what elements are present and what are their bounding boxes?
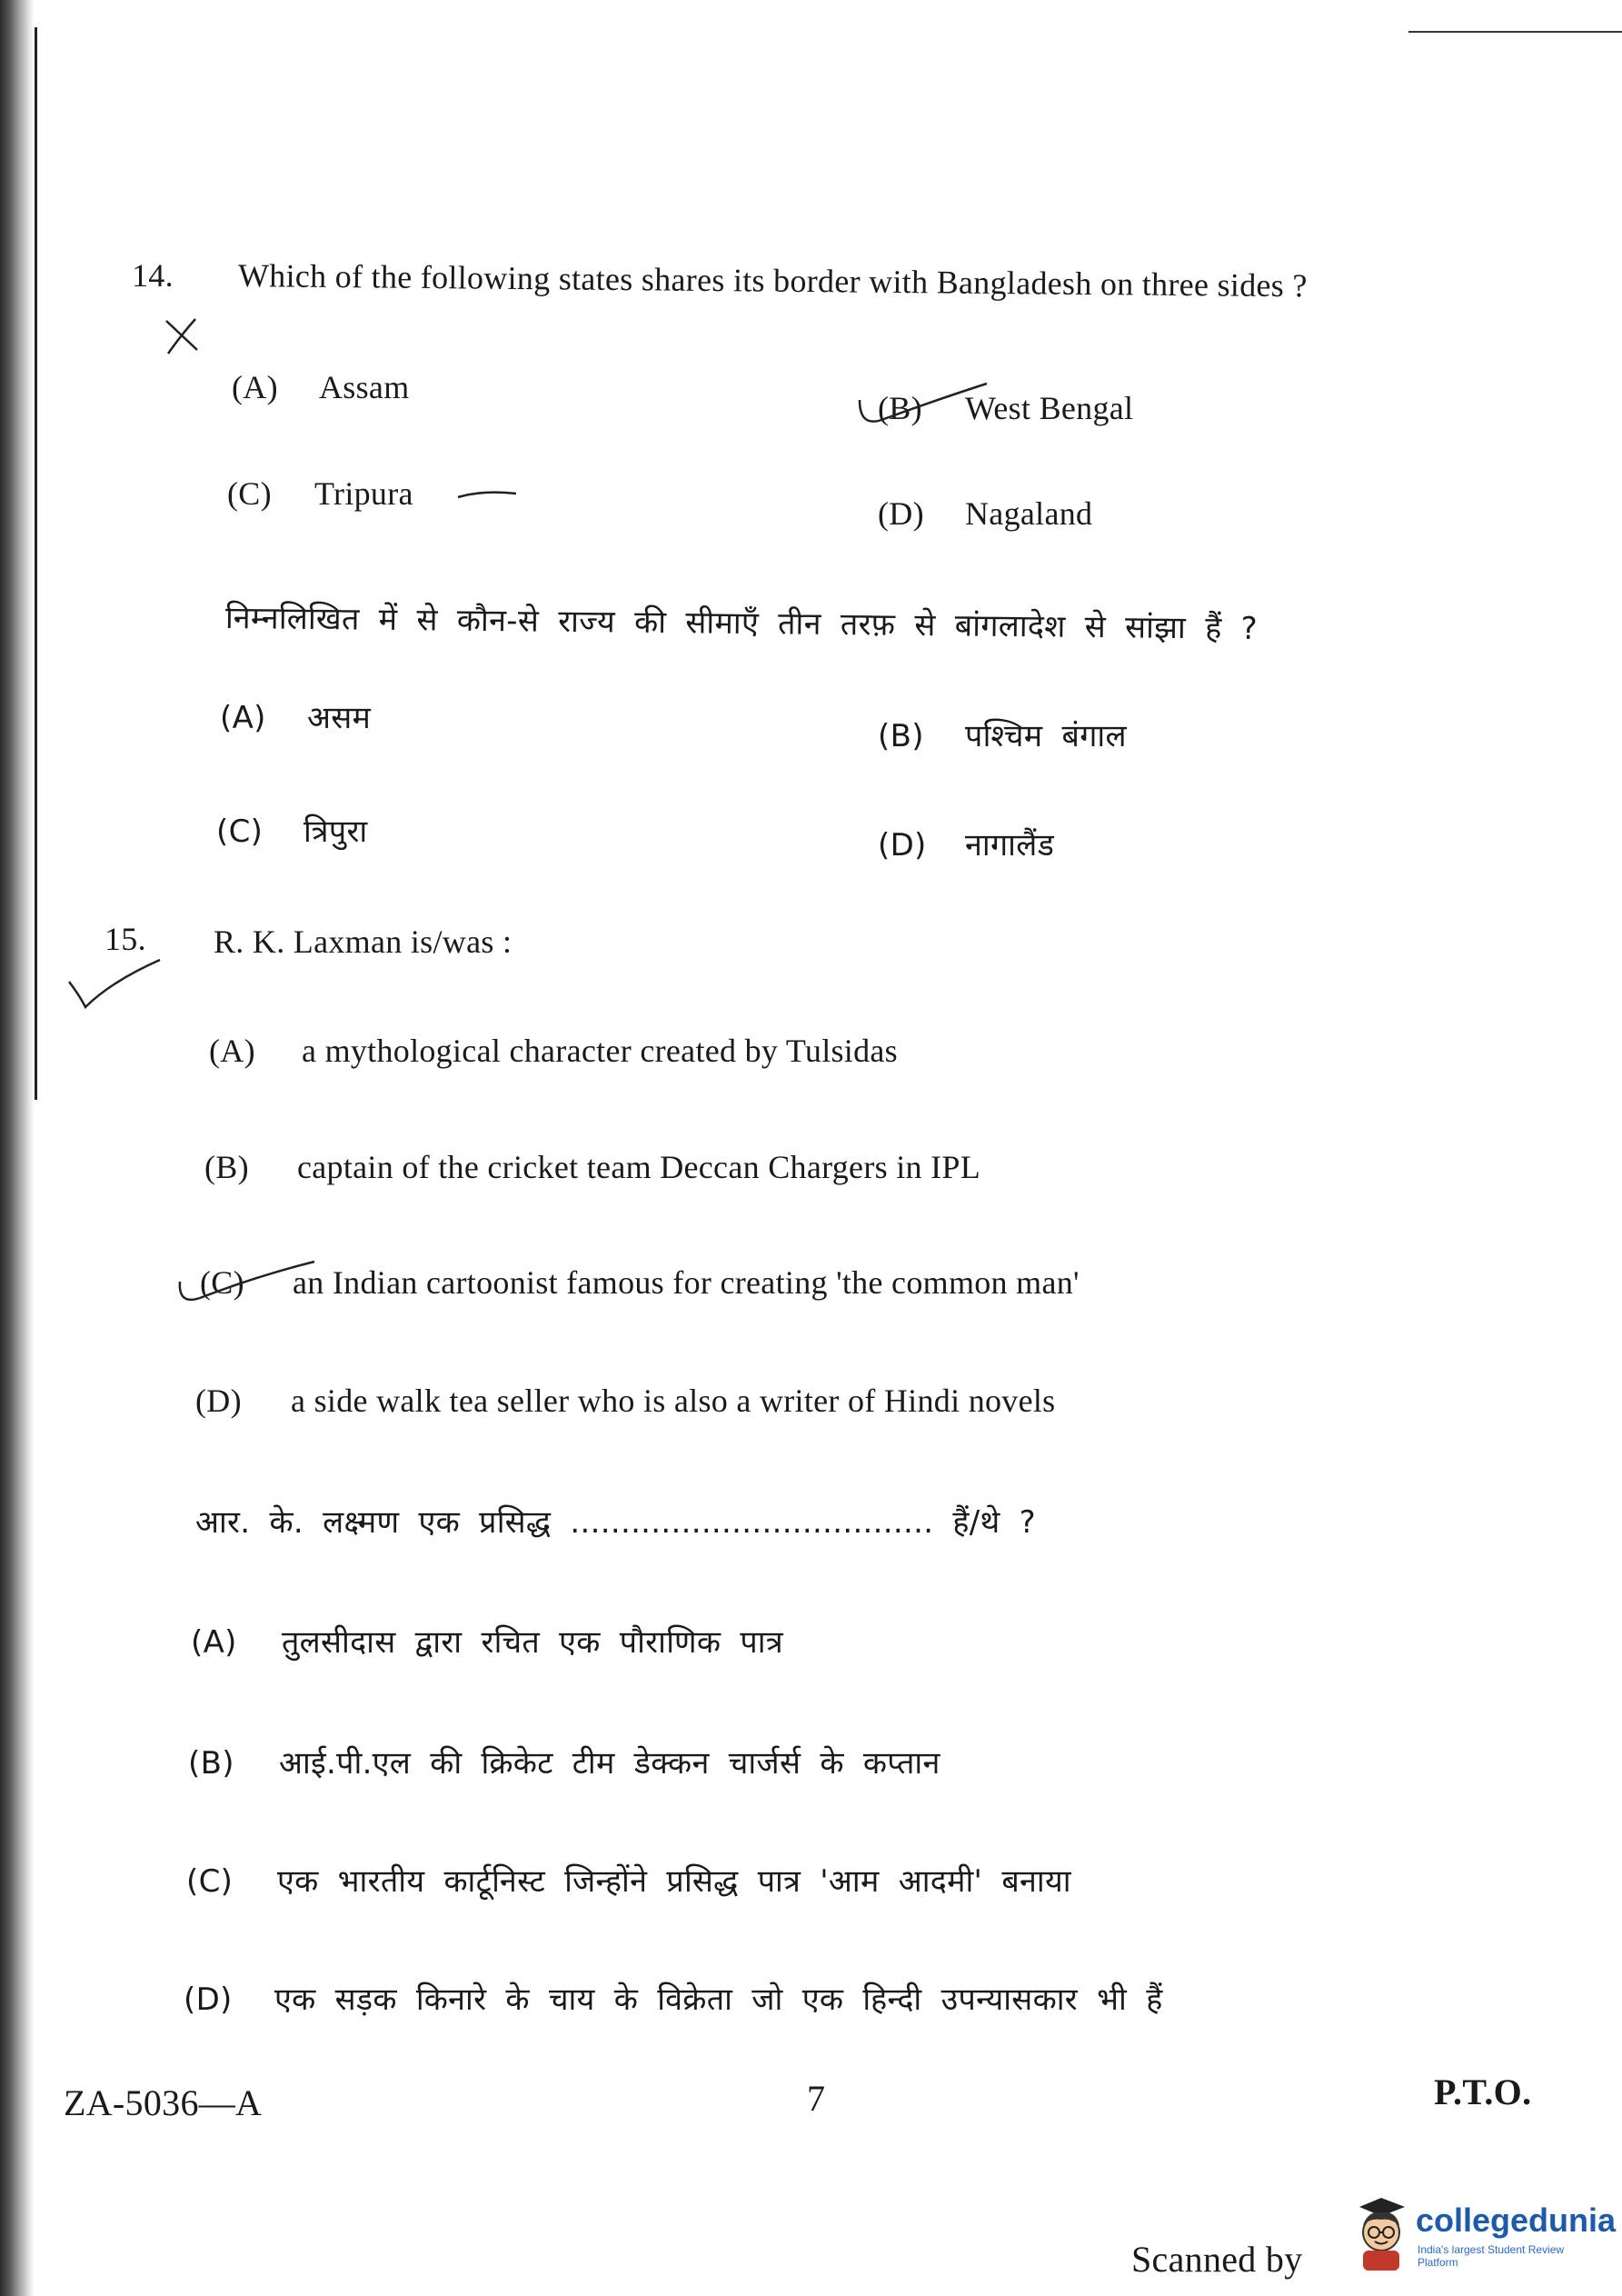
q15-option-d-label: (D) [195, 1383, 242, 1419]
q14-option-c-hi [216, 809, 368, 851]
q14-option-c-text: Tripura [314, 475, 413, 512]
brand-name: collegedunia [1416, 2201, 1617, 2239]
q15-option-a-hi-text: तुलसीदास द्वारा रचित एक पौराणिक पात्र [282, 1624, 783, 1661]
q15-option-c-text: an Indian cartoonist famous for creating 'the common man' [293, 1264, 1080, 1301]
cross-mark-icon [159, 314, 204, 359]
pto-label: P.T.O. [1434, 2071, 1532, 2112]
q15-option-a-hi [191, 1620, 783, 1662]
q14-option-b-hi-label: (B) [878, 718, 924, 754]
q14-option-d-hi-label: (D) [878, 827, 927, 863]
scanned-by-label: Scanned by [1131, 2239, 1303, 2280]
q15-option-b-hi [188, 1741, 940, 1782]
q14-option-c-label: (C) [227, 475, 272, 512]
check-mark-icon [65, 954, 165, 1018]
q15-option-d-hi [184, 1977, 1163, 2019]
q15-option-c-label: (C) [200, 1264, 244, 1301]
q15-option-a-en [209, 1032, 898, 1070]
page-number: 7 [807, 2078, 826, 2119]
q14-number: 14. [132, 257, 174, 294]
brand-tagline: India's largest Student Review Platform [1418, 2243, 1565, 2269]
q15-option-d-hi-label: (D) [184, 1982, 233, 2018]
q15-option-c-hi-text: एक भारतीय कार्टूनिस्ट जिन्होंने प्रसिद्ध पात्र 'आम आदमी' बनाया [277, 1863, 1071, 1900]
q15-option-b-hi-label: (B) [188, 1745, 234, 1782]
q14-option-a-hi-text: असम [307, 700, 372, 736]
q15-option-b-en [204, 1148, 980, 1186]
collegedunia-logo [1345, 2181, 1617, 2281]
q15-option-d-text: a side walk tea seller who is also a writer of Hindi novels [291, 1383, 1056, 1419]
q14-option-d-en [878, 494, 1092, 533]
q15-option-d-hi-text: एक सड़क किनारे के चाय के विक्रेता जो एक हिन्दी उपन्यासकार भी हैं [274, 1982, 1163, 2018]
q15-option-b-hi-text: आई.पी.एल की क्रिकेट टीम डेक्कन चार्जर्स के कप्तान [279, 1745, 940, 1782]
scan-edge-line [35, 27, 37, 1100]
top-border-line [1408, 31, 1622, 33]
q14-option-c-hi-label: (C) [216, 814, 264, 850]
q15-option-c-hi [186, 1859, 1071, 1901]
q14-option-c-hi-text: त्रिपुरा [304, 814, 368, 850]
q15-question-hi: आर. के. लक्ष्मण एक प्रसिद्ध .................................... हैं/थे ? [195, 1504, 1037, 1541]
q15-option-a-text: a mythological character created by Tulsidas [302, 1033, 898, 1069]
q15-option-a-hi-label: (A) [191, 1624, 237, 1661]
q15-option-b-label: (B) [204, 1149, 249, 1185]
q15-number: 15. [104, 921, 146, 957]
answer-tick-icon [174, 1254, 320, 1318]
q14-option-a-label: (A) [232, 369, 278, 405]
q14-option-a-text: Assam [319, 369, 410, 405]
q14-option-b-label: (B) [878, 390, 922, 426]
q14-question-hi: निम्नलिखित में से कौन-से राज्य की सीमाएँ तीन तरफ़ से बांगलादेश से सांझा हैं ? [224, 600, 1259, 647]
q15-option-c-hi-label: (C) [186, 1863, 234, 1900]
paper-code: ZA-5036—A [64, 2082, 263, 2123]
q14-option-d-label: (D) [878, 495, 924, 532]
q15-option-a-label: (A) [209, 1033, 255, 1069]
q14-option-b-hi-text: पश्चिम बंगाल [965, 718, 1127, 754]
q14-option-d-hi [878, 823, 1054, 864]
q15-option-c-en [200, 1263, 1080, 1302]
scan-edge-shadow [0, 0, 35, 2296]
q14-option-b-text: West Bengal [965, 390, 1134, 426]
q14-option-a-hi [220, 695, 371, 737]
q14-option-d-text: Nagaland [965, 495, 1093, 532]
q14-option-c-en [227, 474, 413, 513]
q15-question-en: R. K. Laxman is/was : [214, 923, 512, 960]
answer-tick-icon [854, 380, 990, 434]
q15-option-b-text: captain of the cricket team Deccan Chargers in IPL [297, 1149, 981, 1185]
dash-mark-icon [456, 486, 520, 504]
q14-option-a-en [232, 368, 410, 406]
q14-option-d-hi-text: नागालैंड [965, 827, 1055, 863]
q14-option-a-hi-label: (A) [220, 700, 266, 736]
mascot-icon [1350, 2194, 1412, 2274]
q15-option-d-en [195, 1382, 1055, 1420]
q14-option-b-hi [878, 714, 1127, 755]
q14-question-en: Which of the following states shares its border with Bangladesh on three sides ? [237, 257, 1308, 304]
